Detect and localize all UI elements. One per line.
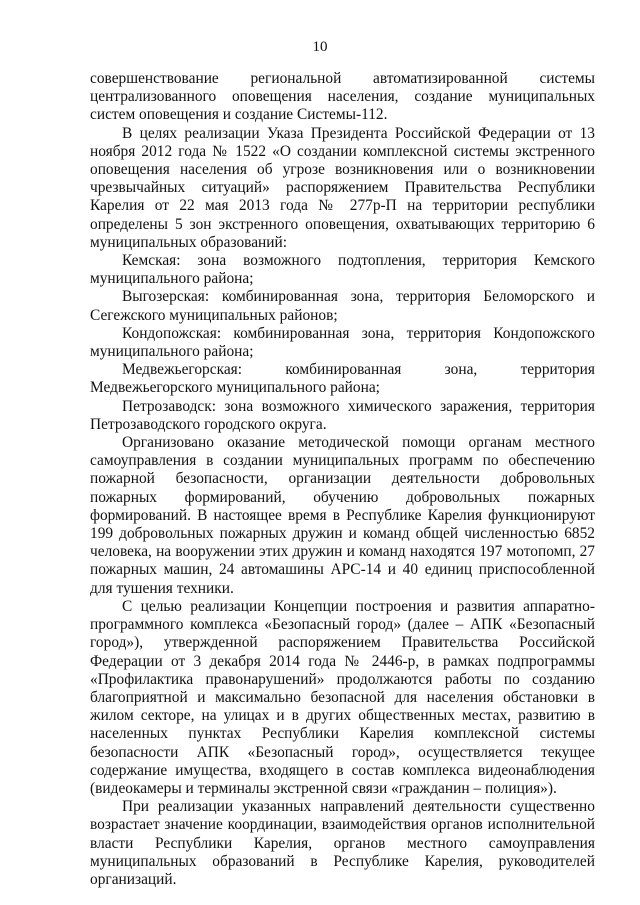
zone-medvezhyegorskaya: Медвежьегорская: комбинированная зона, территория Медвежьегорского муниципального района; [90, 361, 595, 397]
page-number: 10 [312, 39, 328, 55]
paragraph-continuation: совершенствование региональной автоматизированной системы централизованного оповещения населения, создание муниципальных систем оповещения и создание Системы-112. [90, 70, 595, 124]
document-body [90, 70, 595, 889]
zone-kemskaya: Кемская: зона возможного подтопления, территория Кемского муниципального района; [90, 252, 595, 288]
paragraph-decree: В целях реализации Указа Президента Российской Федерации от 13 ноября 2012 года № 1522 «О создании комплексной системы экстренного оповещения населения об угрозе возникновения или о возникновении чрезвычайных ситуаций» распоряжением Правительства Республики Карелия от 22 мая 2013 года № 277р-П на территории республики определены 5 зон экстренного оповещения, охватывающих территорию 6 муниципальных образований: [90, 124, 595, 251]
paragraph-coordination: При реализации указанных направлений деятельности существенно возрастает значение координации, взаимодействия органов исполнительной власти Республики Карелия, органов местного самоуправления муниципальных образований в Республике Карелия, руководителей организаций. [90, 798, 595, 888]
zone-vygozerskaya: Выгозерская: комбинированная зона, территория Беломорского и Сегежского муниципальных районов; [90, 288, 595, 324]
zone-kondopozhskaya: Кондопожская: комбинированная зона, территория Кондопожского муниципального района; [90, 324, 595, 361]
paragraph-fire-safety: Организовано оказание методической помощи органам местного самоуправления в создании муниципальных программ по обеспечению пожарной безопасности, организации деятельности добровольных пожарных формирований, обучению добровольных пожарных формирований. В настоящее время в Республике Карелия функционируют 199 добровольных пожарных дружин и команд общей численностью 6852 человека, на вооружении этих дружин и команд находятся 197 мотопомп, 27 пожарных машин, 24 автомашины АРС-14 и 40 единиц приспособленной для тушения техники. [90, 434, 595, 597]
paragraph-safe-city: С целью реализации Концепции построения и развития аппаратно-программного комплекса «Безопасный город» (далее – АПК «Безопасный город»), утвержденной распоряжением Правительства Российской Федерации от 3 декабря 2014 года № 2446-р, в рамках подпрограммы «Профилактика правонарушений» продолжаются работы по созданию благоприятной и максимально безопасной для населения обстановки в жилом секторе, на улицах и в других общественных местах, развитию в населенных пунктах Республики Карелия комплексной системы безопасности АПК «Безопасный город», осуществляется текущее содержание имущества, входящего в состав комплекса видеонаблюдения (видеокамеры и терминалы экстренной связи «гражданин – полиция»). [90, 597, 595, 797]
zone-petrozavodsk: Петрозаводск: зона возможного химического заражения, территория Петрозаводского городского округа. [90, 397, 595, 433]
